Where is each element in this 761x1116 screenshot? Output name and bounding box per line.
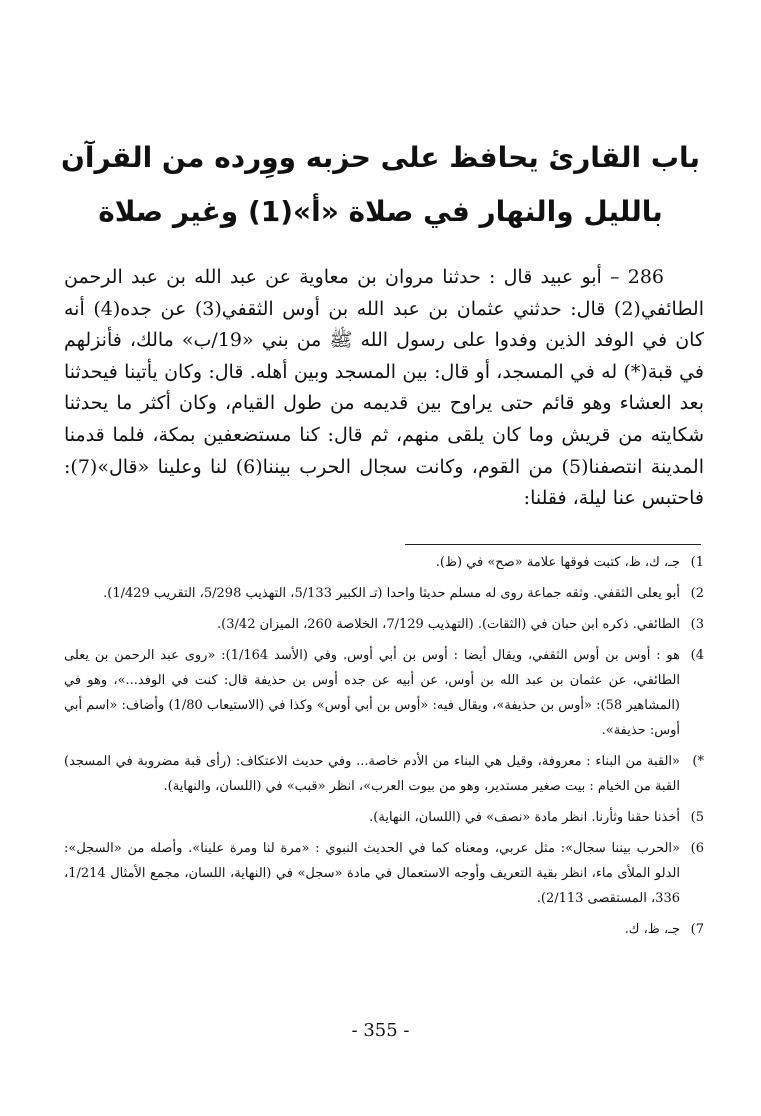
footnote [64, 917, 704, 942]
hadith-paragraph: 286 – أبو عبيد قال : حدثنا مروان بن معاوية عن عبد الله بن عبد الرحمن الطائفي(2) قال: حدثني عثمان بن عبد الله بن أوس الثقفي(3) عن جده(4) أنه كان في الوفد الذين وفدوا على رسول الله ﷺ من بني «19/ب» مالك، فأنزلهم في قبة(*) له في المسجد، أو قال: بين المسجد وبين أهله. قال: وكان يأتينا فيحدثنا بعد العشاء وهو قائم حتى يراوح بين قديمه من طول القيام، وكان أكثر ما يحدثنا شكايته من قريش وما كان يلقى منهم، ثم قال: كنا مستضعفين بمكة، فلما قدمنا المدينة انتصفنا(5) من القوم، وكانت سجال الحرب بيننا(6) لنا وعلينا «قال»(7): فاحتبس عنا ليلة، فقلنا: [64, 266, 704, 510]
footnote-number: 1) [690, 555, 704, 570]
footnote-text: الطائفي. ذكره ابن حبان في (الثقات). (التهذيب 7/129، الخلاصة 260، الميزان 3/42). [217, 617, 680, 632]
footnote-text: أخذنا حقنا وثأرنا. انظر مادة «نصف» في (اللسان، النهاية). [369, 810, 680, 825]
footnote-text: «القبة من البناء : معروفة، وقيل هي البناء من الأدم خاصة... وفي حديث الاعتكاف: (رأى قبة مضروبة في المسجد) القبة من الخيام : بيت صغير مستدير، وهو من بيوت العرب»، انظر «قبب» في (اللسان، والنهاية). [64, 754, 680, 794]
footnote-number: 5) [690, 810, 704, 825]
main-text [64, 262, 704, 515]
chapter-title-line-1: باب القارئ يحافظ على حزبه ووِرده من القرآن [61, 141, 700, 174]
footnote [64, 550, 704, 575]
chapter-title-line-2: بالليل والنهار في صلاة «أ»(1) وغير صلاة [98, 195, 663, 228]
footnote-number: 6) [690, 841, 704, 856]
footnote-number: 4) [690, 648, 704, 663]
footnotes [64, 550, 704, 948]
footnote-number: 7) [690, 922, 704, 937]
footnote-number: *) [692, 754, 704, 769]
footnote [64, 581, 704, 606]
footnote-text: هو : أوس بن أوس الثقفي، ويقال أيضا : أوس بن أبي أوس. وفي (الأسد 1/164): «روى عبد الرحمن بن يعلى الطائفي، عن عثمان بن عبد الله بن أوس، عن أبيه عن جده أوس بن حذيفة قال: كنت في الوفد...»، وهو في (المشاهير 58): «أوس بن حذيفة»، ويقال فيه: «أوس بن أبي أوس» وكذا في (الاستيعاب 1/80) وأضاف: «اسم أبي أوس: حذيفة». [64, 648, 681, 738]
footnote-text: جـ، ك، ظ، كتبت فوقها علامة «صح» في (ظ). [435, 555, 680, 570]
footnote-number: 3) [690, 617, 704, 632]
footnote [64, 612, 704, 637]
footnote [64, 836, 704, 911]
footnote [64, 805, 704, 830]
footnote-text: «الحرب بيننا سجال»: مثل عربي، ومعناه كما في الحديث النبوي : «مرة لنا ومرة علينا». وأصله من «السجل»: الدلو الملأى ماء، انظر بقية التعريف وأوجه الاستعمال في مادة «سجل» في (النهاية، اللسان، مجمع الأمثال 1/214، 336، المستقصى 2/113). [64, 841, 680, 906]
footnote [64, 643, 704, 743]
footnote-text: جـ، ظ، ك. [624, 922, 680, 937]
footnote-separator [405, 544, 701, 545]
footnote-text: أبو يعلى الثقفي. وثقه جماعة روى له مسلم حديثا واحدا (تـ الكبير 5/133، التهذيب 5/298، التقريب 1/429). [103, 586, 680, 601]
page-number: - 355 - [351, 1020, 410, 1041]
footnote [64, 749, 704, 799]
footnote-number: 2) [690, 586, 704, 601]
